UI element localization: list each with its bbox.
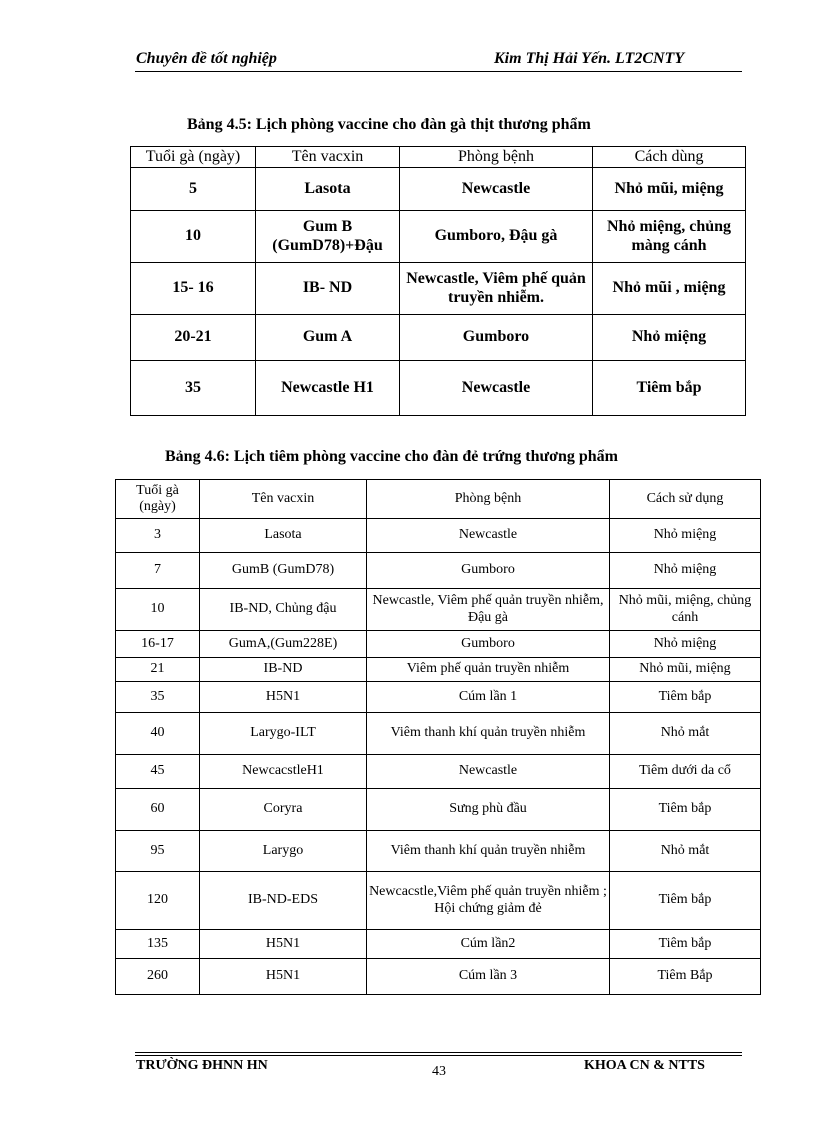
table1-header-disease: Phòng bệnh <box>400 147 593 168</box>
cell-method: Nhỏ miệng, chủng màng cánh <box>593 211 746 263</box>
cell-disease: Viêm phế quản truyền nhiễm <box>367 658 610 682</box>
header-left-title: Chuyên đề tốt nghiệp <box>136 50 277 67</box>
cell-age: 20-21 <box>131 315 256 361</box>
cell-age: 15- 16 <box>131 263 256 315</box>
cell-usage: Nhỏ miệng <box>610 553 761 589</box>
cell-disease: Newcastle, Viêm phế quản truyền nhiễm. <box>400 263 593 315</box>
header-right-author: Kim Thị Hải Yến. LT2CNTY <box>494 50 685 67</box>
cell-age: 135 <box>116 930 200 959</box>
table1-header-age: Tuổi gà (ngày) <box>131 147 256 168</box>
cell-method: Nhỏ mũi, miệng <box>593 168 746 211</box>
cell-vaccine: H5N1 <box>200 930 367 959</box>
table1-header-vaccine: Tên vacxin <box>256 147 400 168</box>
table-row <box>116 959 761 995</box>
table1-header-row <box>131 147 746 168</box>
cell-usage: Nhỏ miệng <box>610 631 761 658</box>
cell-vaccine: Lasota <box>200 519 367 553</box>
table2-header-disease: Phòng bệnh <box>367 480 610 519</box>
cell-vaccine: Lasota <box>256 168 400 211</box>
table-row <box>131 263 746 315</box>
footer-rule-bottom <box>135 1055 742 1056</box>
cell-usage: Tiêm Bắp <box>610 959 761 995</box>
cell-age: 95 <box>116 831 200 872</box>
cell-usage: Tiêm dưới da cổ <box>610 755 761 789</box>
cell-disease: Sưng phù đầu <box>367 789 610 831</box>
page-number: 43 <box>432 1064 446 1079</box>
cell-vaccine: IB-ND <box>200 658 367 682</box>
cell-disease: Viêm thanh khí quản truyền nhiễm <box>367 831 610 872</box>
table-row <box>116 682 761 713</box>
table-row <box>131 361 746 416</box>
cell-vaccine: Gum A <box>256 315 400 361</box>
cell-vaccine: Coryra <box>200 789 367 831</box>
table2-header-age: Tuổi gà (ngày) <box>116 480 200 519</box>
table2-header-row <box>116 480 761 519</box>
table-row <box>116 631 761 658</box>
cell-age: 16-17 <box>116 631 200 658</box>
cell-disease: Gumboro <box>400 315 593 361</box>
table2-caption: Bảng 4.6: Lịch tiêm phòng vaccine cho đàn đẻ trứng thương phẩm <box>165 448 618 465</box>
table-row <box>116 553 761 589</box>
cell-usage: Nhỏ miệng <box>610 519 761 553</box>
cell-disease: Cúm lần 3 <box>367 959 610 995</box>
table-row <box>131 168 746 211</box>
table2-layer-vaccine-schedule <box>115 479 761 995</box>
table-row <box>116 713 761 755</box>
cell-vaccine: H5N1 <box>200 682 367 713</box>
table-row <box>131 315 746 361</box>
cell-method: Tiêm bắp <box>593 361 746 416</box>
cell-age: 5 <box>131 168 256 211</box>
cell-usage: Tiêm bắp <box>610 930 761 959</box>
cell-vaccine: NewcacstleH1 <box>200 755 367 789</box>
cell-disease: Newcastle <box>400 361 593 416</box>
cell-vaccine: H5N1 <box>200 959 367 995</box>
table1-header-method: Cách dùng <box>593 147 746 168</box>
cell-usage: Nhỏ mũi, miệng <box>610 658 761 682</box>
cell-vaccine: Newcastle H1 <box>256 361 400 416</box>
table-row <box>116 658 761 682</box>
cell-vaccine: GumA,(Gum228E) <box>200 631 367 658</box>
cell-age: 120 <box>116 872 200 930</box>
cell-usage: Nhỏ mắt <box>610 831 761 872</box>
cell-disease: Newcastle <box>400 168 593 211</box>
cell-vaccine: GumB (GumD78) <box>200 553 367 589</box>
cell-vaccine: Gum B (GumD78)+Đậu <box>256 211 400 263</box>
cell-age: 7 <box>116 553 200 589</box>
cell-age: 35 <box>131 361 256 416</box>
cell-age: 40 <box>116 713 200 755</box>
cell-age: 21 <box>116 658 200 682</box>
cell-vaccine: Larygo-ILT <box>200 713 367 755</box>
cell-method: Nhỏ mũi , miệng <box>593 263 746 315</box>
cell-disease: Gumboro <box>367 631 610 658</box>
table2-header-usage: Cách sử dụng <box>610 480 761 519</box>
cell-disease: Newcacstle,Viêm phế quản truyền nhiễm ; Hội chứng giảm đẻ <box>367 872 610 930</box>
cell-age: 60 <box>116 789 200 831</box>
footer-department: KHOA CN & NTTS <box>584 1058 705 1073</box>
cell-usage: Nhỏ mắt <box>610 713 761 755</box>
cell-disease: Newcastle <box>367 755 610 789</box>
cell-age: 10 <box>131 211 256 263</box>
cell-age: 45 <box>116 755 200 789</box>
cell-usage: Nhỏ mũi, miệng, chủng cánh <box>610 589 761 631</box>
cell-vaccine: Larygo <box>200 831 367 872</box>
table-row <box>116 789 761 831</box>
table-row <box>116 589 761 631</box>
table1-caption: Bảng 4.5: Lịch phòng vaccine cho đàn gà thịt thương phẩm <box>187 116 591 133</box>
cell-usage: Tiêm bắp <box>610 682 761 713</box>
cell-disease: Cúm lần 1 <box>367 682 610 713</box>
footer-school: TRƯỜNG ĐHNN HN <box>136 1058 268 1073</box>
table-row <box>131 211 746 263</box>
cell-vaccine: IB-ND, Chủng đậu <box>200 589 367 631</box>
table-row <box>116 872 761 930</box>
cell-disease: Gumboro <box>367 553 610 589</box>
table-row <box>116 519 761 553</box>
cell-disease: Gumboro, Đậu gà <box>400 211 593 263</box>
table-row <box>116 930 761 959</box>
table2-header-vaccine: Tên vacxin <box>200 480 367 519</box>
cell-usage: Tiêm bắp <box>610 872 761 930</box>
cell-vaccine: IB- ND <box>256 263 400 315</box>
cell-disease: Newcastle <box>367 519 610 553</box>
table1-broiler-vaccine-schedule <box>130 146 746 416</box>
cell-age: 10 <box>116 589 200 631</box>
cell-vaccine: IB-ND-EDS <box>200 872 367 930</box>
footer-rule-top <box>135 1052 742 1053</box>
header-rule <box>135 71 742 72</box>
table-row <box>116 755 761 789</box>
cell-disease: Cúm lần2 <box>367 930 610 959</box>
cell-age: 260 <box>116 959 200 995</box>
cell-age: 3 <box>116 519 200 553</box>
cell-age: 35 <box>116 682 200 713</box>
cell-method: Nhỏ miệng <box>593 315 746 361</box>
cell-disease: Newcastle, Viêm phế quản truyền nhiễm, Đậu gà <box>367 589 610 631</box>
cell-disease: Viêm thanh khí quản truyền nhiễm <box>367 713 610 755</box>
cell-usage: Tiêm bắp <box>610 789 761 831</box>
table-row <box>116 831 761 872</box>
